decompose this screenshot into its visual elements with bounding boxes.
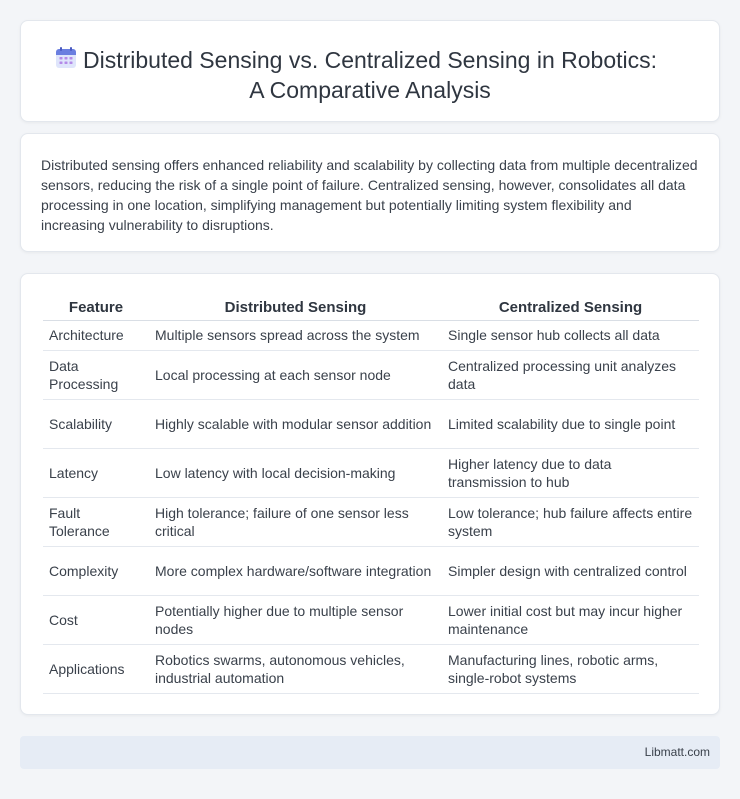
summary-card [20,133,720,252]
distributed-cell: Robotics swarms, autonomous vehicles, industrial automation [149,644,442,693]
feature-cell: Scalability [43,399,149,448]
centralized-cell: Simpler design with centralized control [442,546,699,595]
header-centralized: Centralized Sensing [442,294,699,320]
feature-cell: Cost [43,595,149,644]
comparison-table [43,294,699,694]
footer [20,736,720,769]
title-card [20,20,720,122]
table-header-row [43,294,699,320]
feature-cell: Applications [43,644,149,693]
summary-text: Distributed sensing offers enhanced reliability and scalability by collecting data from multiple decentralized sensors, reducing the risk of a single point of failure. Centralized sensing, however, consolidates all data processing in one location, simplifying management but potentially limiting system flexibility and increasing vulnerability to disruptions. [41,157,698,233]
feature-cell: Latency [43,448,149,497]
centralized-cell: Manufacturing lines, robotic arms, single-robot systems [442,644,699,693]
table-row [43,350,699,399]
centralized-cell: Higher latency due to data transmission to hub [442,448,699,497]
footer-site-link[interactable]: Libmatt.com [644,745,710,759]
feature-cell: Complexity [43,546,149,595]
centralized-cell: Single sensor hub collects all data [442,320,699,350]
table-row [43,644,699,693]
centralized-cell: Centralized processing unit analyzes data [442,350,699,399]
header-feature: Feature [43,294,149,320]
distributed-cell: Potentially higher due to multiple sensor nodes [149,595,442,644]
table-row [43,497,699,546]
table-row [43,595,699,644]
distributed-cell: More complex hardware/software integration [149,546,442,595]
distributed-cell: Multiple sensors spread across the system [149,320,442,350]
comparison-table-card [20,273,720,715]
feature-cell: Data Processing [43,350,149,399]
centralized-cell: Low tolerance; hub failure affects entire system [442,497,699,546]
table-row [43,546,699,595]
header-distributed: Distributed Sensing [149,294,442,320]
table-row [43,448,699,497]
feature-cell: Architecture [43,320,149,350]
page-title [21,45,719,105]
feature-cell: Fault Tolerance [43,497,149,546]
page-title-line-2: A Comparative Analysis [249,77,491,103]
centralized-cell: Lower initial cost but may incur higher maintenance [442,595,699,644]
distributed-cell: Local processing at each sensor node [149,350,442,399]
table-row [43,399,699,448]
centralized-cell: Limited scalability due to single point [442,399,699,448]
page-title-line-1: Distributed Sensing vs. Centralized Sensing in Robotics: [82,47,657,73]
distributed-cell: Highly scalable with modular sensor addition [149,399,442,448]
table-row [43,320,699,350]
distributed-cell: Low latency with local decision-making [149,448,442,497]
distributed-cell: High tolerance; failure of one sensor less critical [149,497,442,546]
